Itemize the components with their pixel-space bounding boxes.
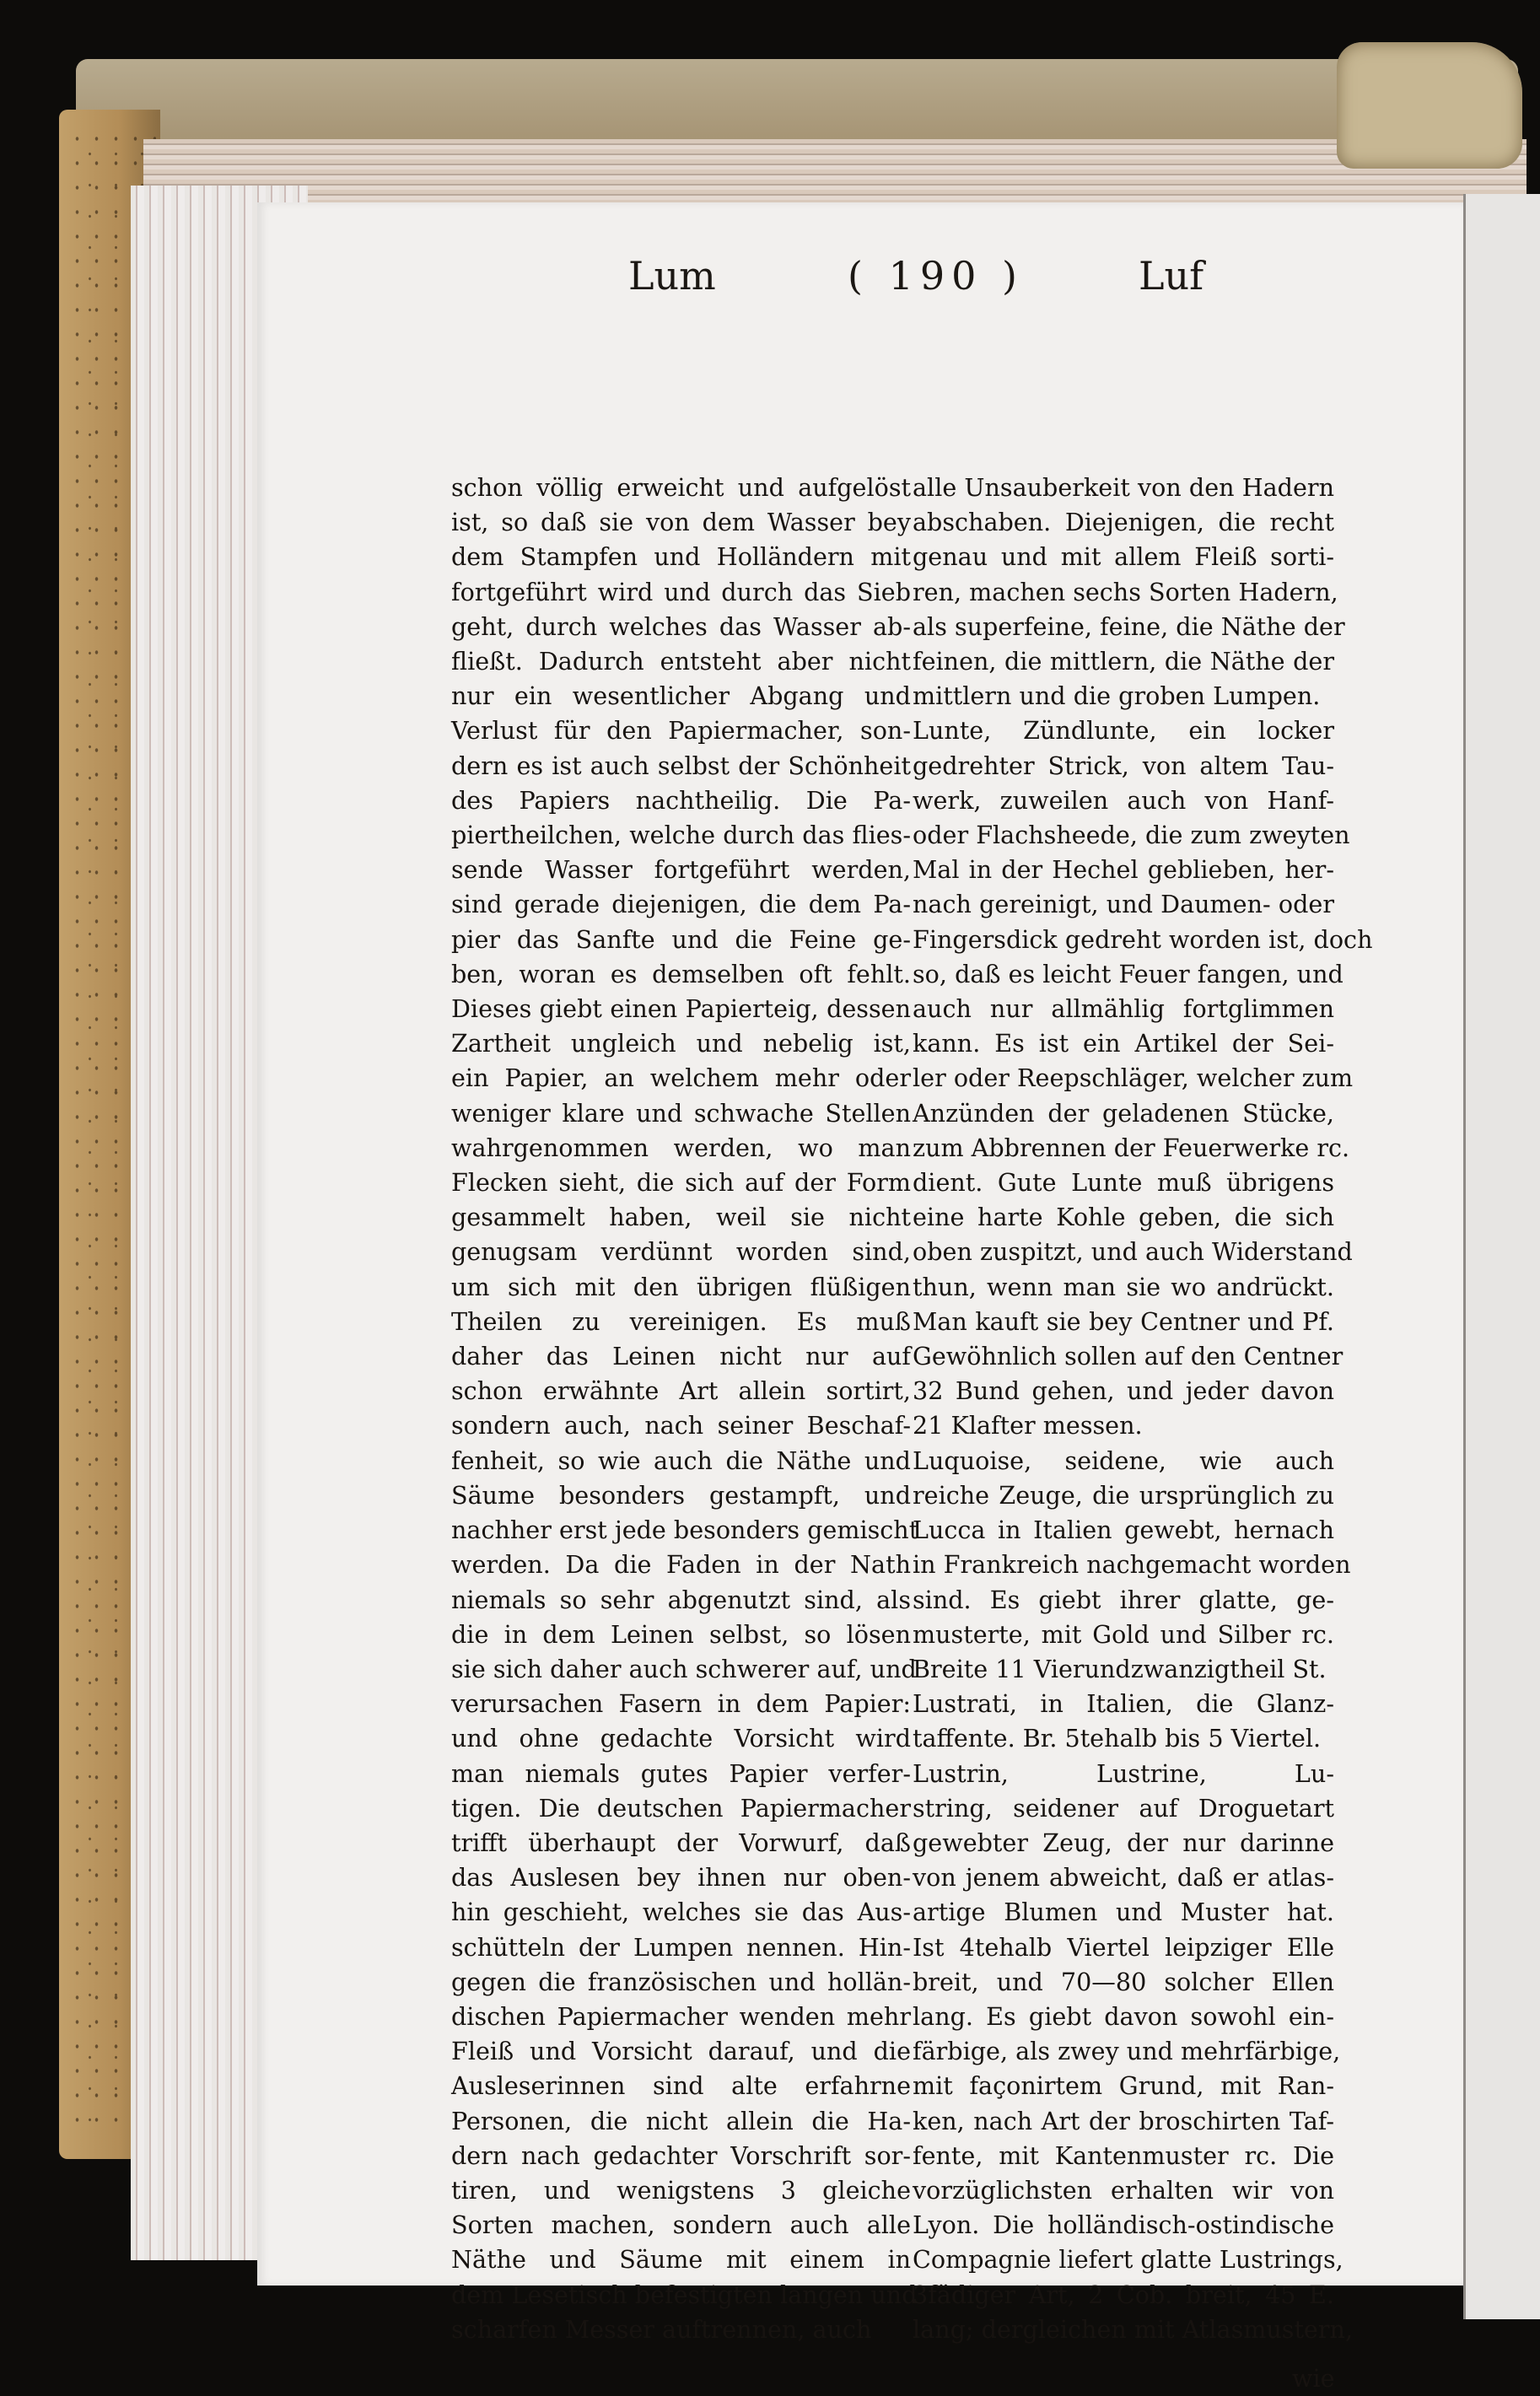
text-line: genugsam verdünnt worden sind, (451, 1237, 911, 1267)
text-line: Luquoise, seidene, wie auch (913, 1446, 1334, 1475)
text-line: Breite 11 Vierundzwanzigtheil St. (913, 1654, 1327, 1683)
text-line: als superfeine, feine, die Näthe der (913, 611, 1345, 641)
torn-corner (1337, 42, 1522, 169)
text-line: weniger klare und schwache Stellen (451, 1098, 911, 1128)
text-line: man niemals gutes Papier verfer- (451, 1758, 911, 1788)
text-line: dem Lesetisch befestigten langen und (451, 2280, 918, 2309)
text-line: kann. Es ist ein Artikel der Sei- (913, 1029, 1334, 1058)
header-right-keyword: Luf (1139, 253, 1204, 299)
text-line: so, daß es leicht Feuer fangen, und (913, 959, 1343, 988)
text-line: dient. Gute Lunte muß übrigens (913, 1168, 1334, 1198)
text-line: sind. Es giebt ihrer glatte, ge- (913, 1585, 1334, 1614)
text-line: dischen Papiermacher wenden mehr (451, 2001, 911, 2031)
text-line: und ohne gedachte Vorsicht wird (451, 1724, 911, 1753)
text-column-right (913, 471, 1373, 2347)
text-line: oder Flachsheede, die zum zweyten (913, 821, 1350, 850)
text-line: um sich mit den übrigen flüßigen (451, 1272, 911, 1301)
text-line: Näthe und Säume mit einem in (451, 2245, 911, 2275)
text-line: das Auslesen bey ihnen nur oben- (451, 1863, 911, 1893)
text-line: gesammelt haben, weil sie nicht (451, 1203, 911, 1232)
text-line: mit façonirtem Grund, mit Ran- (913, 2071, 1334, 2101)
text-line: Dieses giebt einen Papierteig, dessen (451, 994, 911, 1024)
text-line: nachher erst jede besonders gemischt (451, 1516, 919, 1545)
text-line: ist, so daß sie von dem Wasser bey (451, 508, 911, 537)
catchword: wie (1292, 2364, 1335, 2393)
text-line: schon völlig erweicht und aufgelöst (451, 473, 911, 502)
text-line: nur ein wesentlicher Abgang und (451, 681, 911, 711)
text-line: Säume besonders gestampft, und (451, 1480, 911, 1510)
text-line: Flecken sieht, die sich auf der Form (451, 1168, 911, 1198)
text-line: musterte, mit Gold und Silber rc. (913, 1619, 1334, 1649)
text-line: Fleiß und Vorsicht darauf, und die (451, 2037, 911, 2066)
text-line: breit, und 70—80 solcher Ellen (913, 1967, 1334, 1996)
text-line: wahrgenommen werden, wo man (451, 1133, 911, 1162)
text-line: die in dem Leinen selbst, so lösen (451, 1619, 911, 1649)
text-line: scharfen Messer auftrennen, auch (451, 2314, 872, 2344)
text-line: niemals so sehr abgenutzt sind, als (451, 1585, 911, 1614)
text-line: Theilen zu vereinigen. Es muß (451, 1306, 911, 1336)
text-line: Sorten machen, sondern auch alle (451, 2210, 911, 2240)
text-line: abschaben. Diejenigen, die recht (913, 508, 1334, 537)
text-line: mittlern und die groben Lumpen. (913, 681, 1321, 711)
text-line: in Frankreich nachgemacht worden (913, 1550, 1351, 1580)
text-line: geht, durch welches das Wasser ab- (451, 611, 911, 641)
text-line: sende Wasser fortgeführt werden, (451, 855, 911, 885)
text-line: Lustrati, in Italien, die Glanz- (913, 1689, 1334, 1719)
text-line: Compagnie liefert glatte Lustrings, (913, 2245, 1343, 2275)
text-line: trifft überhaupt der Vorwurf, daß (451, 1828, 911, 1857)
text-line: dern es ist auch selbst der Schönheit (451, 751, 911, 780)
text-line: dern nach gedachter Vorschrift sor- (451, 2140, 911, 2170)
text-line: von jenem abweicht, daß er atlas- (913, 1863, 1334, 1893)
text-line: tiren, und wenigstens 3 gleiche (451, 2175, 911, 2205)
text-line: Zartheit ungleich und nebelig ist, (451, 1029, 911, 1058)
text-line: des Papiers nachtheilig. Die Pa- (451, 785, 911, 815)
text-line: Anzünden der geladenen Stücke, (913, 1098, 1334, 1128)
header-left-keyword: Lum (628, 253, 716, 299)
text-line: sie sich daher auch schwerer auf, und (451, 1654, 917, 1683)
text-line: artige Blumen und Muster hat. (913, 1898, 1334, 1927)
text-line: Ausleserinnen sind alte erfahrne (451, 2071, 911, 2101)
text-line: ren, machen sechs Sorten Hadern, (913, 577, 1338, 606)
text-line: werk, zuweilen auch von Hanf- (913, 785, 1334, 815)
page-number: ( 190 ) (848, 253, 1024, 299)
text-line: 3fädiger Art, 2 Cob. breit, 45 E. (913, 2280, 1334, 2309)
text-line: Gewöhnlich sollen auf den Centner (913, 1342, 1343, 1371)
text-line: fenheit, so wie auch die Näthe und (451, 1446, 911, 1475)
text-line: Ist 4tehalb Viertel leipziger Elle (913, 1932, 1334, 1962)
text-line: daher das Leinen nicht nur auf (451, 1342, 911, 1371)
text-line: ein Papier, an welchem mehr oder (451, 1063, 911, 1093)
text-line: alle Unsauberkeit von den Hadern (913, 473, 1334, 502)
text-line: ken, nach Art der broschirten Taf- (913, 2106, 1334, 2135)
text-line: 21 Klafter messen. (913, 1411, 1143, 1440)
text-line: gedrehter Strick, von altem Tau- (913, 751, 1334, 780)
text-line: tigen. Die deutschen Papiermacher (451, 1793, 911, 1823)
text-line: gewebter Zeug, der nur darinne (913, 1828, 1334, 1857)
text-line: Lucca in Italien gewebt, hernach (913, 1516, 1334, 1545)
text-line: fließt. Dadurch entsteht aber nicht (451, 647, 911, 676)
text-line: oben zuspitzt, und auch Widerstand (913, 1237, 1353, 1267)
text-line: zum Abbrennen der Feuerwerke rc. (913, 1133, 1350, 1162)
text-line: thun, wenn man sie wo andrückt. (913, 1272, 1334, 1301)
text-line: schütteln der Lumpen nennen. Hin- (451, 1932, 911, 1962)
text-line: Lustrin, Lustrine, Lu- (913, 1758, 1334, 1788)
text-line: sind gerade diejenigen, die dem Pa- (451, 890, 911, 919)
text-line: fortgeführt wird und durch das Sieb (451, 577, 911, 606)
text-line: reiche Zeuge, die ursprünglich zu (913, 1480, 1334, 1510)
text-line: nach gereinigt, und Daumen- oder (913, 890, 1334, 919)
text-line: Man kauft sie bey Centner und Pf. (913, 1306, 1334, 1336)
text-line: ben, woran es demselben oft fehlt. (451, 959, 911, 988)
text-line: verursachen Fasern in dem Papier: (451, 1689, 911, 1719)
text-line: taffente. Br. 5tehalb bis 5 Viertel. (913, 1724, 1322, 1753)
text-line: Personen, die nicht allein die Ha- (451, 2106, 911, 2135)
text-line: Lyon. Die holländisch-ostindische (913, 2210, 1334, 2240)
text-line: fente, mit Kantenmuster rc. Die (913, 2140, 1334, 2170)
text-column-left (451, 471, 919, 2347)
text-line: pier das Sanfte und die Feine ge- (451, 924, 911, 954)
page-stack-top (143, 139, 1527, 207)
text-line: gegen die französischen und hollän- (451, 1967, 911, 1996)
text-line: lang. Es giebt davon sowohl ein- (913, 2001, 1334, 2031)
text-line: färbige, als zwey und mehrfärbige, (913, 2037, 1341, 2066)
text-line: lang; dergleichen mit Atlasmustern, (913, 2314, 1354, 2344)
text-line: string, seidener auf Droguetart (913, 1793, 1334, 1823)
text-line: genau und mit allem Fleiß sorti- (913, 542, 1334, 572)
text-line: hin geschieht, welches sie das Aus- (451, 1898, 911, 1927)
text-line: auch nur allmählig fortglimmen (913, 994, 1334, 1024)
text-line: werden. Da die Faden in der Nath (451, 1550, 911, 1580)
text-line: dem Stampfen und Holländern mit (451, 542, 911, 572)
text-line: eine harte Kohle geben, die sich (913, 1203, 1334, 1232)
text-line: Fingersdick gedreht worden ist, doch (913, 924, 1373, 954)
text-line: Lunte, Zündlunte, ein locker (913, 716, 1334, 746)
facing-page-edge (1463, 194, 1540, 2319)
text-line: schon erwähnte Art allein sortirt, (451, 1376, 911, 1406)
catchword-holder (1292, 2361, 1343, 2396)
text-line: 32 Bund gehen, und jeder davon (913, 1376, 1334, 1406)
text-line: piertheilchen, welche durch das flies- (451, 821, 911, 850)
text-line: ler oder Reepschläger, welcher zum (913, 1063, 1354, 1093)
text-line: Mal in der Hechel geblieben, her- (913, 855, 1334, 885)
text-line: sondern auch, nach seiner Beschaf- (451, 1411, 911, 1440)
text-line: Verlust für den Papiermacher, son- (451, 716, 911, 746)
text-line: vorzüglichsten erhalten wir von (913, 2175, 1334, 2205)
text-line: feinen, die mittlern, die Näthe der (913, 647, 1334, 676)
